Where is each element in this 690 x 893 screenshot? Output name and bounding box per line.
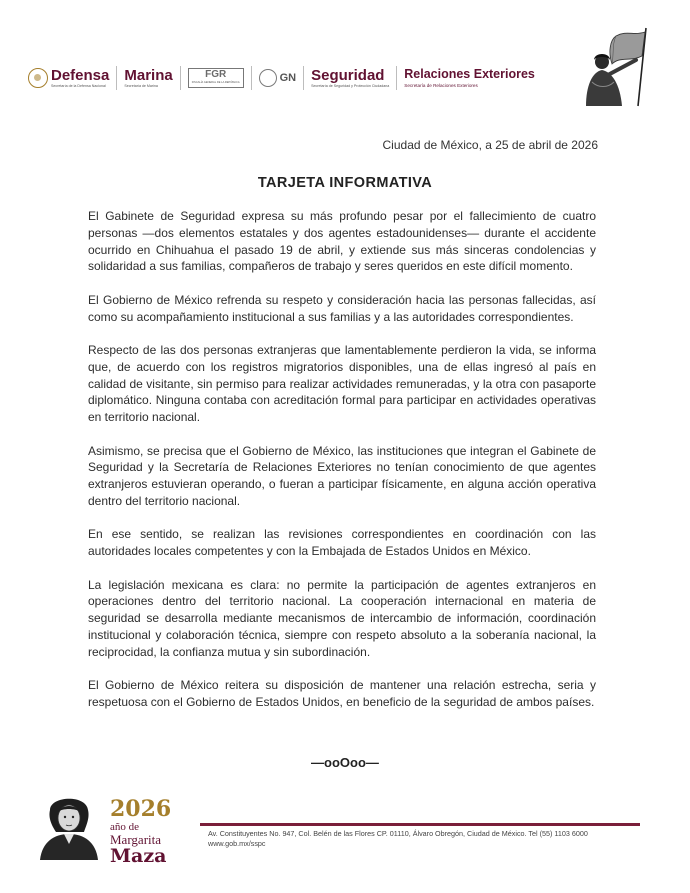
anniversary-name-last: Maza (110, 844, 167, 867)
fgr-subtitle: FISCALÍA GENERAL DE LA REPÚBLICA (191, 81, 240, 85)
fgr-logo (188, 68, 244, 88)
institution-logos (28, 62, 542, 94)
document-closing-mark: —ooOoo— (311, 755, 379, 770)
footer-divider (200, 823, 640, 826)
paragraph: El Gobierno de México reitera su disposición de mantener una relación estrecha, seria y respetuosa con el Gobierno de Estados Unidos, en beneficio de la seguridad de ambos países. (88, 678, 596, 709)
paragraph: El Gabinete de Seguridad expresa su más profundo pesar por el fallecimiento de cuatro personas —dos elementos estatales y dos agentes estadounidenses— durante el accidente ocurrido en Chihuahua el pasado 19 de abril, y extiende sus más sinceras condolencias y solidaridad a sus familias, compañeros de trabajo y seres queridos en este difícil momento. (88, 209, 596, 274)
anniversary-name-first: Margarita (110, 832, 162, 848)
anniversary-year: 2026 (110, 796, 172, 822)
paragraph: Asimismo, se precisa que el Gobierno de México, las instituciones que integran el Gabinete de Seguridad y la Secretaría de Relaciones Exteriores no tenían conocimiento de que agentes extranjeros estuvieran operando, o fueran a participar físicamente, en alguna acción operativa dentro del territorio nacional. (88, 443, 596, 508)
paragraph: La legislación mexicana es clara: no permite la participación de agentes extranjeros en operaciones dentro del territorio nacional. La cooperación internacional en materia de seguridad se desarrolla mediante mecanismos de intercambio de información, coordinación institucional y colaboración técnica, siempre con respeto absoluto a la soberanía nacional, la reciprocidad, la confianza mutua y sin subordinación. (88, 577, 596, 659)
margarita-maza-portrait-icon (34, 792, 106, 860)
marina-wordmark: Marina (124, 66, 173, 84)
paragraph: El Gobierno de México refrenda su respeto y consideración hacia las personas fallecidas, así como su acompañamiento institucional a sus familias y a las autoridades correspondientes. (88, 292, 596, 324)
guardia-seal-icon (259, 69, 277, 87)
seguridad-subtitle: Secretaría de Seguridad y Protección Ciudadana (311, 83, 390, 88)
flag-bearer-illustration-icon (572, 26, 654, 108)
eagle-seal-icon (28, 68, 48, 88)
relaciones-subtitle: Secretaría de Relaciones Exteriores (404, 82, 478, 88)
logo-divider (116, 66, 117, 90)
footer-address: Av. Constituyentes No. 947, Col. Belén de las Flores CP. 01110, Álvaro Obregón, Ciudad de México. Tel (55) 1103 6000 www.gob.mx/sspc (208, 829, 588, 848)
logo-divider (180, 66, 181, 90)
logo-divider (396, 66, 397, 90)
anniversary-line: año de (110, 821, 140, 833)
gn-wordmark: GN (279, 71, 297, 84)
relaciones-wordmark: Relaciones Exteriores (404, 67, 535, 82)
fgr-wordmark: FGR (205, 69, 227, 81)
defensa-wordmark: Defensa (51, 66, 110, 84)
paragraph: En ese sentido, se realizan las revisiones correspondientes en coordinación con las autoridades locales competentes y con la Embajada de Estados Unidos en México. (88, 527, 596, 559)
gn-logo (259, 69, 297, 87)
defensa-subtitle: Secretaría de la Defensa Nacional (51, 83, 106, 88)
marina-logo (124, 68, 172, 89)
anniversary-emblem (110, 798, 180, 866)
defensa-logo (28, 68, 109, 89)
seguridad-logo (311, 68, 389, 89)
paragraph: Respecto de las dos personas extranjeras que lamentablemente perdieron la vida, se informa que, de acuerdo con los registros migratorios disponibles, una de ellas ingresó al país en calidad de visitante, sin permiso para realizar actividades remuneradas, y la otra con pasaporte diplomático. Ninguna contaba con acreditación formal para participar en actividades operativas en territorio nacional. (88, 342, 596, 425)
document-title: TARJETA INFORMATIVA (257, 175, 433, 191)
document-date: Ciudad de México, a 25 de abril de 2026 (382, 138, 598, 152)
logo-divider (303, 66, 304, 90)
logo-divider (251, 66, 252, 90)
marina-subtitle: Secretaría de Marina (124, 83, 158, 88)
document-body (88, 208, 596, 727)
relaciones-logo (404, 68, 535, 88)
seguridad-wordmark: Seguridad (311, 66, 385, 84)
